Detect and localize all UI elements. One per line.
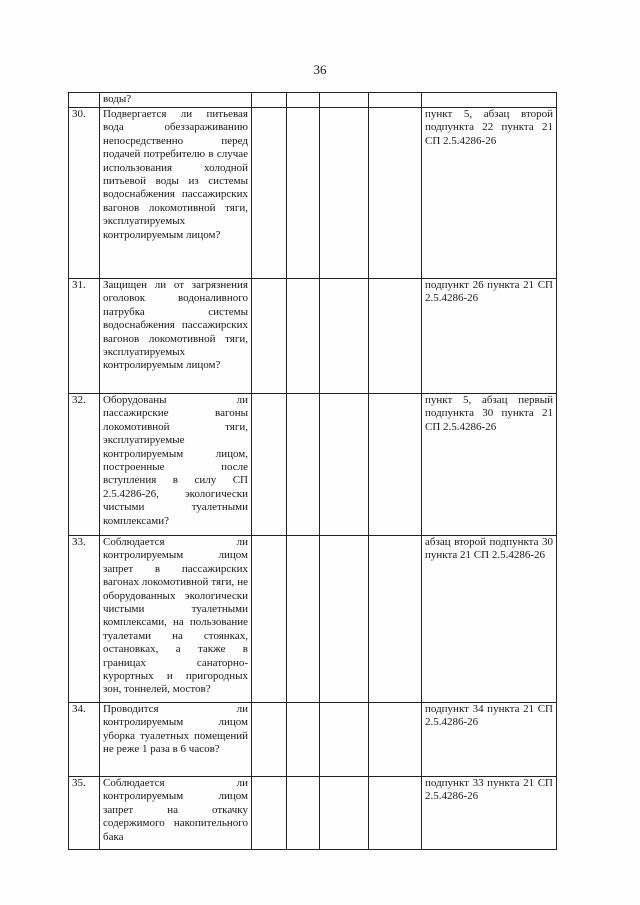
answer-cell-not-applicable xyxy=(320,777,369,850)
reference-cell xyxy=(422,93,557,108)
answer-cell-note xyxy=(369,777,422,850)
reference-cell: пункт 5, абзац второй подпункта 22 пункта 21 СП 2.5.4286-26 xyxy=(422,108,557,279)
question-cell: Соблюдается ли контролируемым лицом запрет на откачку содержимого накопительного бака xyxy=(100,777,252,850)
page-number: 36 xyxy=(313,62,327,77)
reference-cell: подпункт 34 пункта 21 СП 2.5.4286-26 xyxy=(422,703,557,777)
table-row xyxy=(69,703,557,777)
answer-cell-no xyxy=(287,703,320,777)
answer-cell-note xyxy=(369,394,422,536)
row-number: 35. xyxy=(69,777,100,850)
question-cell: воды? xyxy=(100,93,252,108)
answer-cell-yes xyxy=(252,394,287,536)
answer-cell-not-applicable xyxy=(320,108,369,279)
reference-cell: подпункт 33 пункта 21 СП 2.5.4286-26 xyxy=(422,777,557,850)
reference-cell: абзац второй подпункта 30 пункта 21 СП 2.5.4286-26 xyxy=(422,536,557,703)
question-cell: Проводится ли контролируемым лицом уборка туалетных помещений не реже 1 раза в 6 часов? xyxy=(100,703,252,777)
checklist-table xyxy=(68,92,557,850)
answer-cell-not-applicable xyxy=(320,394,369,536)
answer-cell-not-applicable xyxy=(320,703,369,777)
answer-cell-no xyxy=(287,108,320,279)
answer-cell-note xyxy=(369,108,422,279)
answer-cell-yes xyxy=(252,108,287,279)
answer-cell-no xyxy=(287,394,320,536)
answer-cell-not-applicable xyxy=(320,93,369,108)
answer-cell-yes xyxy=(252,703,287,777)
answer-cell-yes xyxy=(252,93,287,108)
row-number: 31. xyxy=(69,279,100,394)
answer-cell-note xyxy=(369,93,422,108)
answer-cell-no xyxy=(287,777,320,850)
answer-cell-no xyxy=(287,536,320,703)
row-number: 33. xyxy=(69,536,100,703)
table-row xyxy=(69,536,557,703)
answer-cell-no xyxy=(287,93,320,108)
row-number: 34. xyxy=(69,703,100,777)
row-number: 32. xyxy=(69,394,100,536)
table-row xyxy=(69,394,557,536)
answer-cell-note xyxy=(369,536,422,703)
table-row xyxy=(69,93,557,108)
answer-cell-yes xyxy=(252,536,287,703)
answer-cell-note xyxy=(369,703,422,777)
row-number: 30. xyxy=(69,108,100,279)
question-cell: Соблюдается ли контролируемым лицом запрет в пассажирских вагонах локомотивной тяги, не оборудованных экологически чистыми туалетными комплексами, на пользование туалетами на стоянках, остановках, а также в границах санаторно-курортных и пригородных зон, тоннелей, мостов? xyxy=(100,536,252,703)
reference-cell: пункт 5, абзац первый подпункта 30 пункта 21 СП 2.5.4286-26 xyxy=(422,394,557,536)
question-cell: Оборудованы ли пассажирские вагоны локомотивной тяги, эксплуатируемые контролируемым лицом, построенные после вступления в силу СП 2.5.4286-26, экологически чистыми туалетными комплексами? xyxy=(100,394,252,536)
row-number xyxy=(69,93,100,108)
table-row xyxy=(69,777,557,850)
reference-cell: подпункт 26 пункта 21 СП 2.5.4286-26 xyxy=(422,279,557,394)
answer-cell-not-applicable xyxy=(320,279,369,394)
table-row xyxy=(69,279,557,394)
answer-cell-yes xyxy=(252,279,287,394)
answer-cell-not-applicable xyxy=(320,536,369,703)
question-cell: Подвергается ли питьевая вода обеззараживанию непосредственно перед подачей потребителю в случае использования холодной питьевой воды из системы водоснабжения пассажирских вагонов локомотивной тяги, эксплуатируемых контролируемым лицом? xyxy=(100,108,252,279)
answer-cell-note xyxy=(369,279,422,394)
answer-cell-no xyxy=(287,279,320,394)
answer-cell-yes xyxy=(252,777,287,850)
question-cell: Защищен ли от загрязнения оголовок водоналивного патрубка системы водоснабжения пассажирских вагонов локомотивной тяги, эксплуатируемых контролируемым лицом? xyxy=(100,279,252,394)
table-row xyxy=(69,108,557,279)
